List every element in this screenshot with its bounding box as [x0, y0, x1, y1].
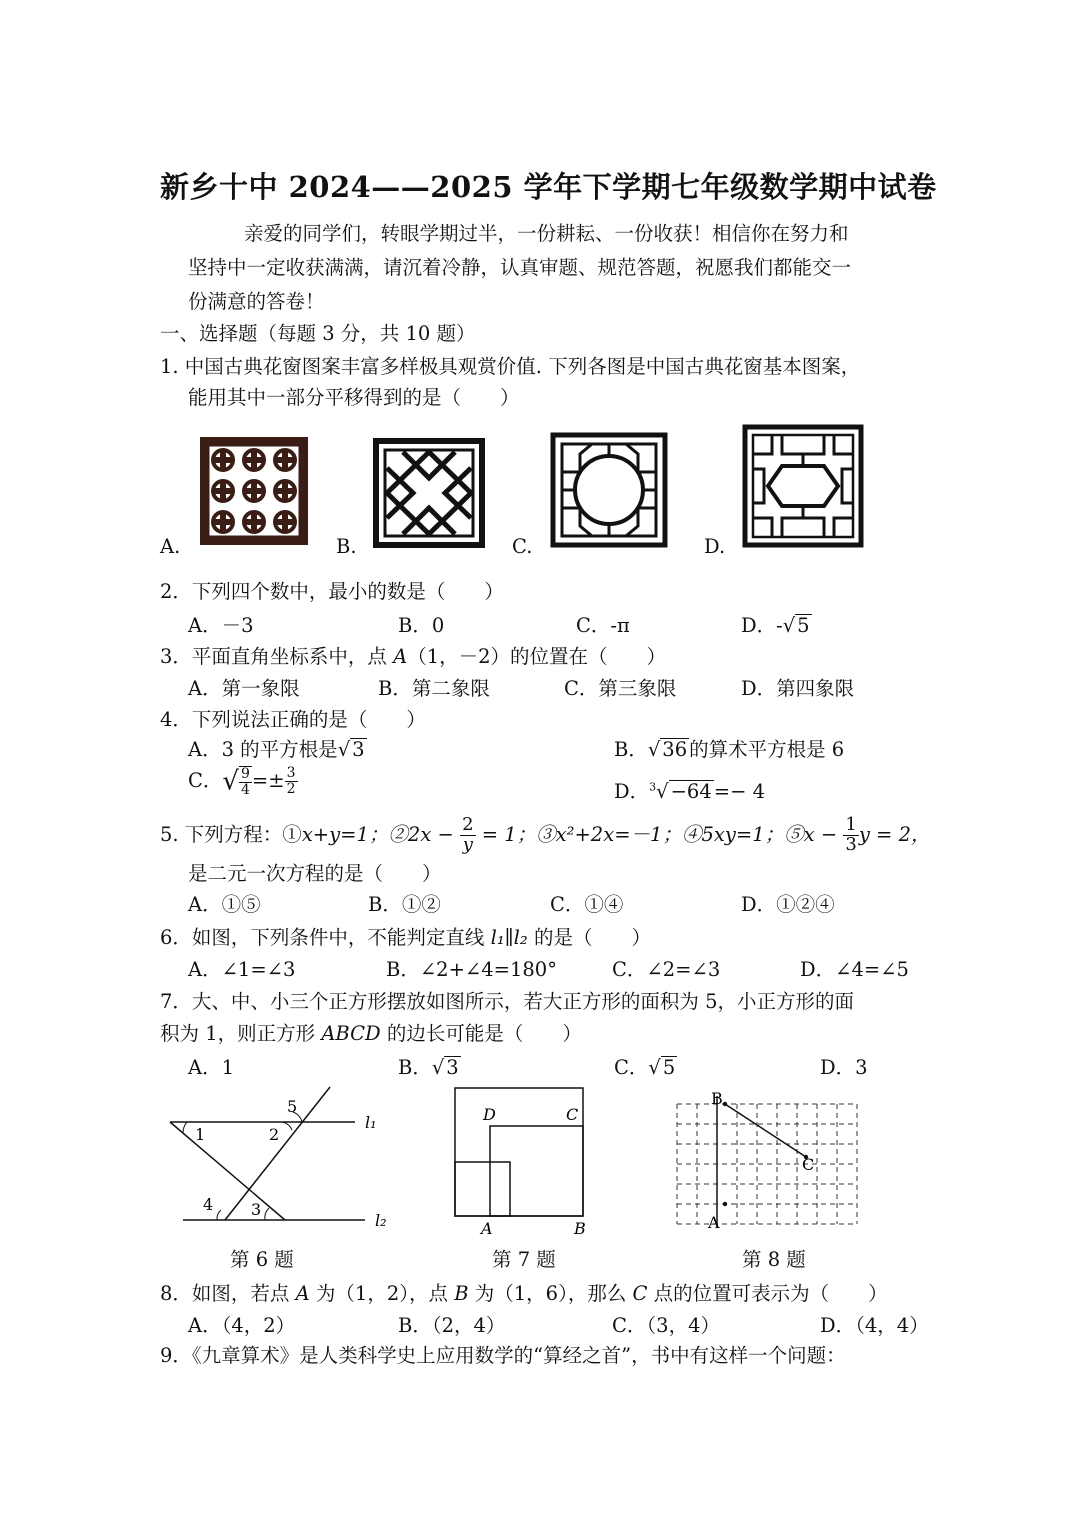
figure-7-squares — [450, 1082, 600, 1238]
q9-stem: 9．《九章算术》是人类科学史上应用数学的“算经之首”，书中有这样一个问题： — [160, 1344, 846, 1367]
fig6-label-4: 4 — [203, 1195, 214, 1214]
window-pattern-a — [198, 435, 310, 547]
figure-7-caption: 第 7 题 — [492, 1248, 556, 1271]
q1-label-c: C. — [512, 535, 533, 558]
q2-option-a: A．－3 — [188, 614, 254, 637]
q6-option-c: C．∠2=∠3 — [612, 958, 721, 981]
figure-6-parallel-lines — [165, 1082, 405, 1232]
q4-option-a: A．3 的平方根是√ 3 — [188, 738, 365, 761]
q6-option-d: D．∠4=∠5 — [800, 958, 909, 981]
q1-stem-line-1: 1. 中国古典花窗图案丰富多样极具观赏价值. 下列各图是中国古典花窗基本图案， — [160, 355, 861, 378]
q4-stem: 4．下列说法正确的是（ ） — [160, 708, 426, 731]
q8-stem: 8．如图，若点 A 为（1，2），点 B 为（1，6），那么 C 点的位置可表示为（ ） — [160, 1282, 888, 1305]
q7-option-c: C．√ 5 — [614, 1056, 676, 1079]
fig6-label-2: 2 — [269, 1125, 280, 1144]
q7-option-d: D．3 — [820, 1056, 868, 1079]
q3-option-d: D．第四象限 — [741, 677, 855, 700]
fig7-label-c: C — [566, 1105, 579, 1124]
q5-option-c: C．①④ — [550, 893, 624, 916]
fig8-label-c: C — [802, 1155, 815, 1174]
window-pattern-c — [550, 432, 668, 548]
q6-option-b: B．∠2+∠4=180° — [386, 958, 557, 981]
fig6-label-l2: l₂ — [375, 1211, 387, 1230]
q4-option-d: D．$^3$√ −64 =− 4 — [614, 780, 766, 803]
q6-stem: 6．如图，下列条件中，不能判定直线 l₁∥l₂ 的是（ ） — [160, 926, 651, 949]
figure-8-grid — [672, 1086, 862, 1236]
q5-option-b: B．①② — [368, 893, 441, 916]
fig6-label-3: 3 — [251, 1200, 262, 1219]
q1-stem-line-2: 能用其中一部分平移得到的是（ ） — [188, 386, 520, 409]
q5-option-d: D．①②④ — [741, 893, 835, 916]
q8-option-a: A．（4，2） — [188, 1314, 296, 1337]
window-pattern-b — [373, 438, 485, 548]
q1-label-a: A. — [160, 535, 181, 558]
q7-stem-line-2: 积为 1，则正方形 ABCD 的边长可能是（ ） — [160, 1022, 582, 1045]
q3-option-a: A．第一象限 — [188, 677, 300, 700]
fig7-label-b: B — [574, 1219, 586, 1238]
q4-option-b: B．√ 36 的算术平方根是 6 — [614, 738, 845, 761]
q2-option-b: B．0 — [398, 614, 445, 637]
q5-stem: 5. 下列方程：①x+y=1；②2x − $\frac{2}{y}$ = 1；③x²+2x=－1；④5xy=1；⑤x − $\frac{1}{3}$ y = 2， — [160, 814, 931, 855]
q2-stem: 2．下列四个数中，最小的数是（ ） — [160, 580, 504, 603]
fig7-label-a: A — [481, 1219, 493, 1238]
q3-option-c: C．第三象限 — [564, 677, 677, 700]
intro-line-2: 坚持中一定收获满满，请沉着冷静，认真审题、规范答题，祝愿我们都能交一 — [188, 256, 852, 279]
fig8-label-b: B — [711, 1089, 723, 1108]
q2-option-d: D．-√ 5 — [741, 614, 810, 637]
q4-option-c: C．√ $\frac{9}{4}$ =± $\frac{3}{2}$ — [188, 765, 296, 798]
intro-line-1: 亲爱的同学们，转眼学期过半，一份耕耘、一份收获！相信你在努力和 — [244, 222, 849, 245]
q6-option-a: A．∠1=∠3 — [188, 958, 296, 981]
q1-label-d: D. — [704, 535, 726, 558]
fig7-label-d: D — [483, 1105, 496, 1124]
q8-option-d: D．（4，4） — [820, 1314, 929, 1337]
figure-8-caption: 第 8 题 — [742, 1248, 806, 1271]
window-pattern-d — [742, 424, 864, 548]
q5-option-a: A．①⑤ — [188, 893, 261, 916]
figure-6-caption: 第 6 题 — [230, 1248, 294, 1271]
q8-option-c: C．（3，4） — [612, 1314, 720, 1337]
q5-stem-line-2: 是二元一次方程的是（ ） — [188, 862, 442, 885]
q7-option-a: A．1 — [188, 1056, 234, 1079]
q7-option-b: B．√ 3 — [398, 1056, 459, 1079]
fig6-label-5: 5 — [287, 1097, 298, 1116]
fig8-label-a: A — [708, 1213, 720, 1232]
q7-stem-line-1: 7．大、中、小三个正方形摆放如图所示，若大正方形的面积为 5，小正方形的面 — [160, 990, 855, 1013]
q8-option-b: B．（2，4） — [398, 1314, 506, 1337]
fig6-label-l1: l₁ — [365, 1113, 377, 1132]
section-heading: 一、选择题（每题 3 分，共 10 题） — [160, 322, 476, 345]
q2-option-c: C．-π — [576, 614, 630, 637]
intro-line-3: 份满意的答卷！ — [188, 290, 325, 313]
q3-stem: 3．平面直角坐标系中，点 A（1，－2）的位置在（ ） — [160, 645, 667, 668]
page-title: 新乡十中 2024——2025 学年下学期七年级数学期中试卷 — [160, 170, 937, 204]
fig6-label-1: 1 — [195, 1125, 206, 1144]
q1-label-b: B. — [336, 535, 357, 558]
q3-option-b: B．第二象限 — [378, 677, 490, 700]
